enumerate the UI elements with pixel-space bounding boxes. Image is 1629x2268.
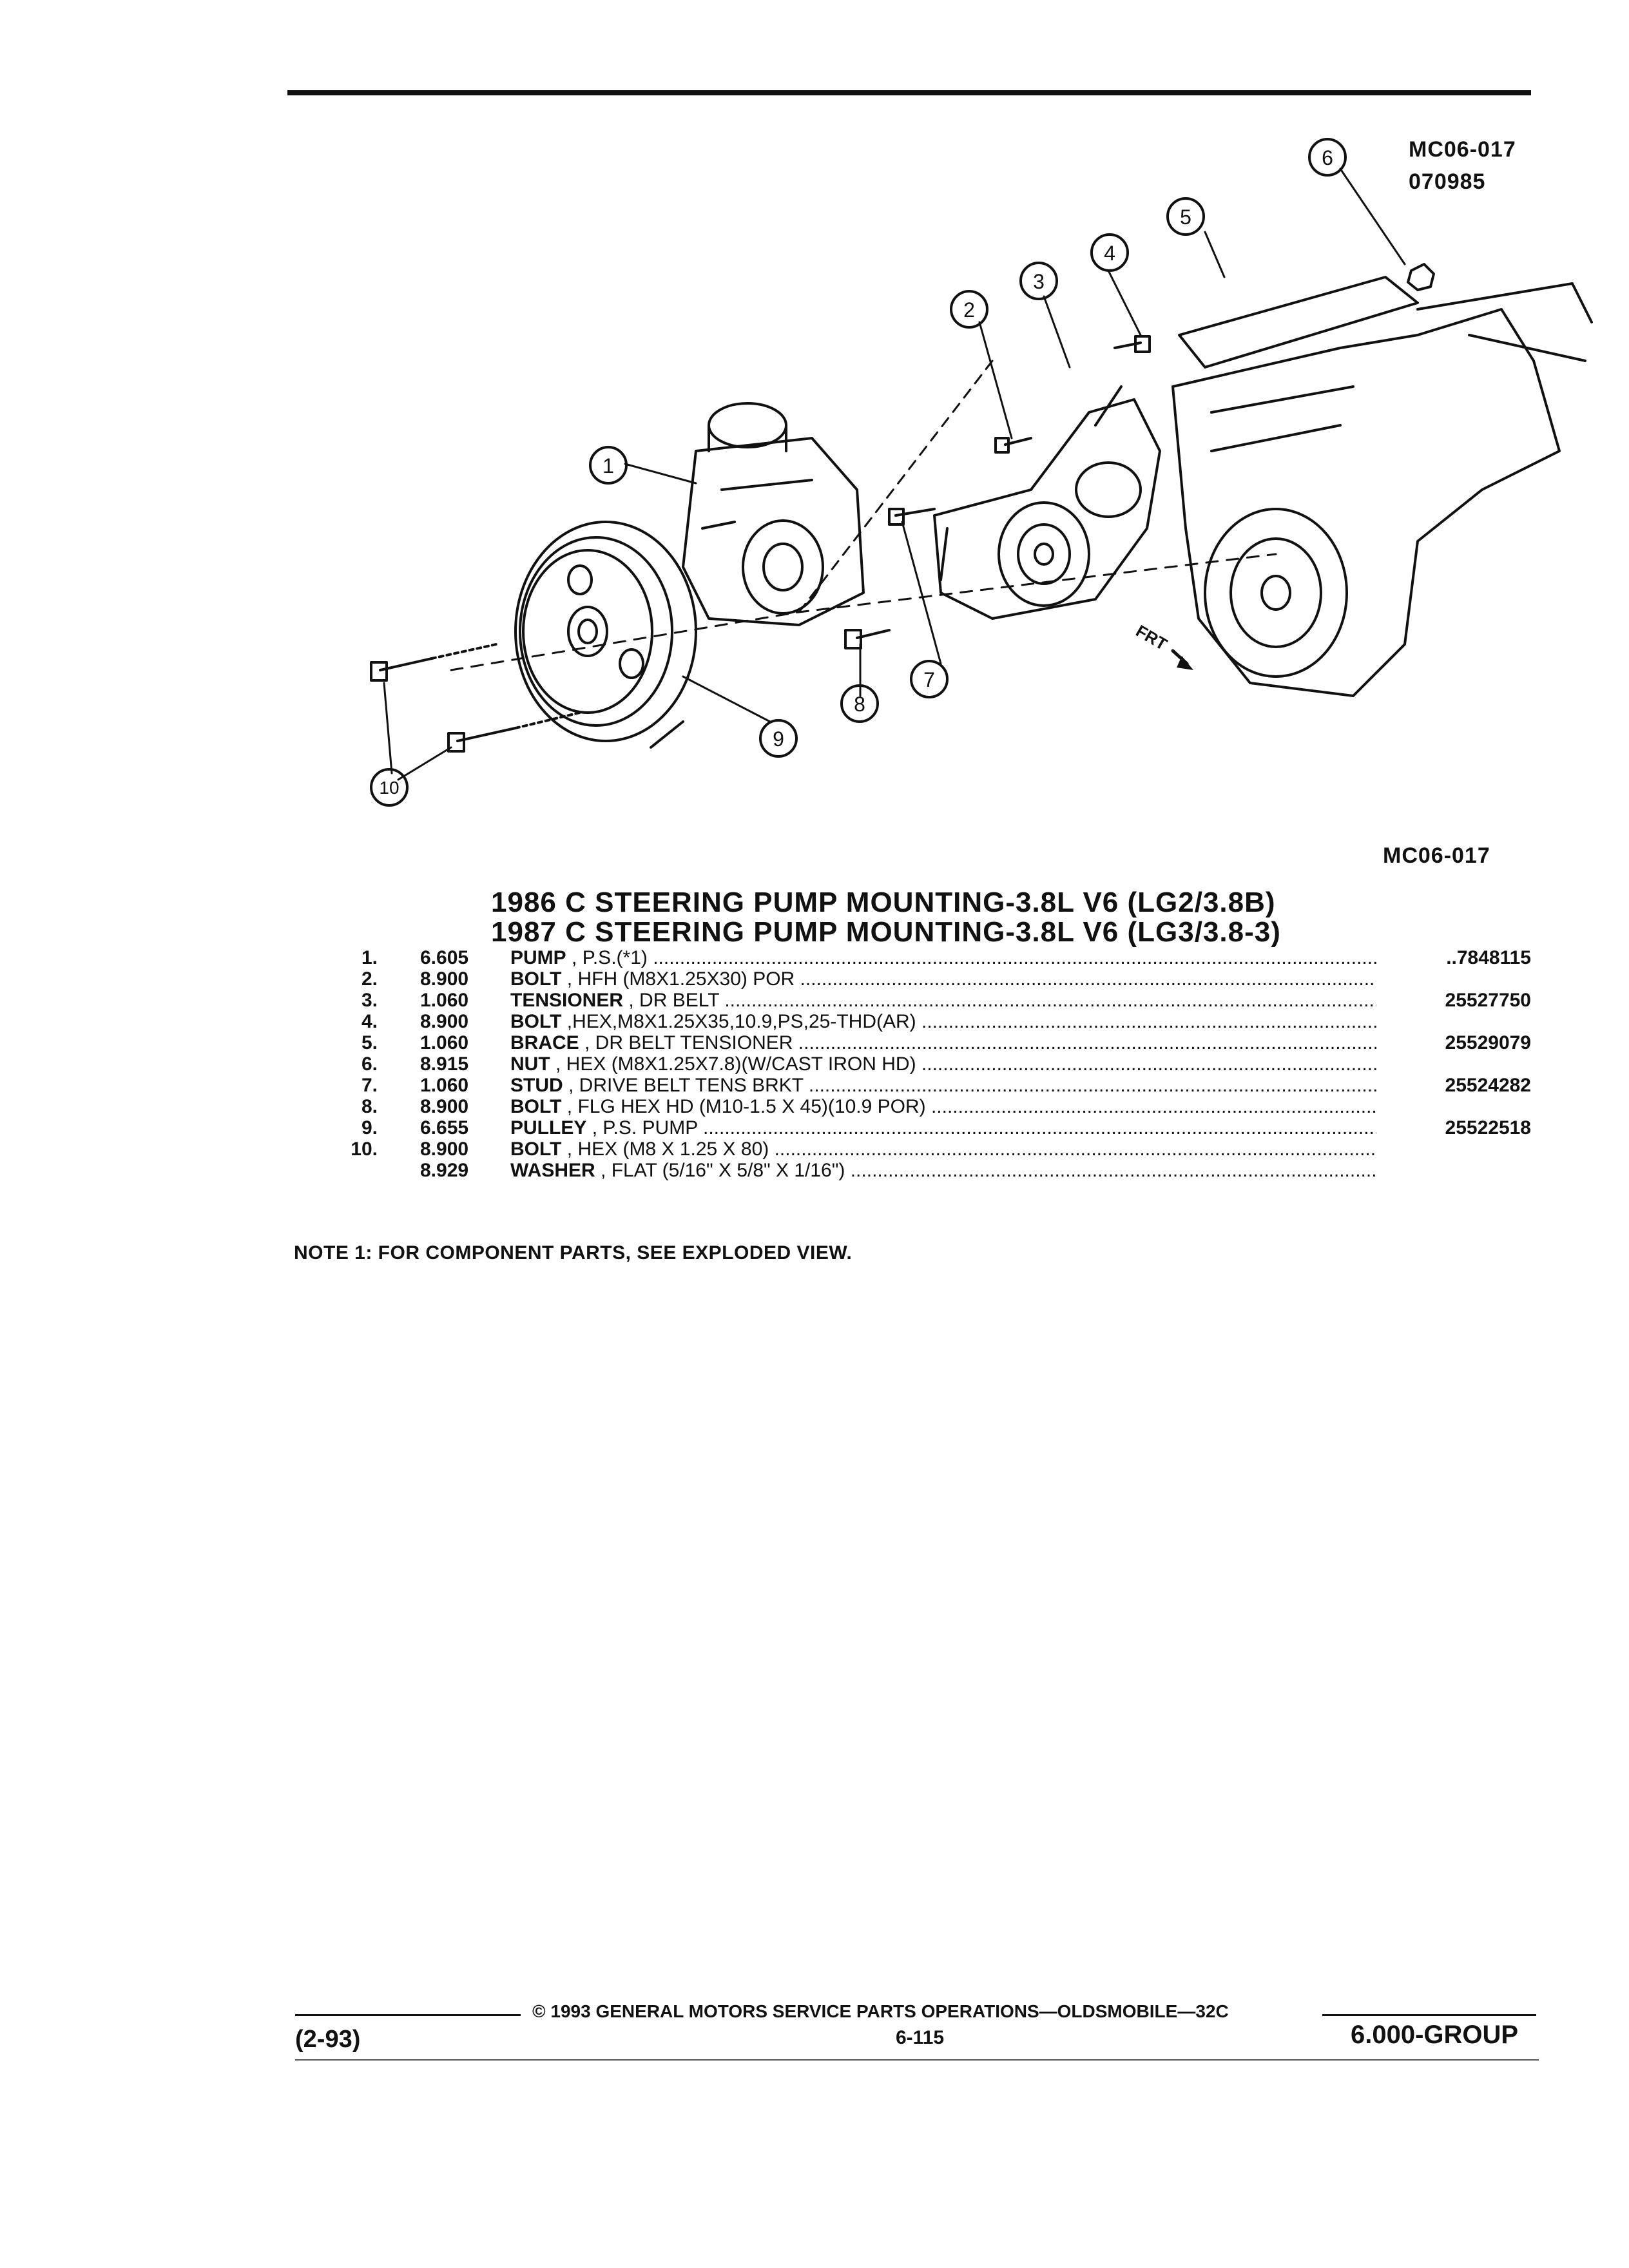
tensioner-brace bbox=[1179, 277, 1418, 367]
footnote: NOTE 1: FOR COMPONENT PARTS, SEE EXPLODED VIEW. bbox=[294, 1242, 853, 1264]
figure-code: MC06-017 bbox=[1409, 137, 1516, 162]
callout-3 bbox=[1021, 263, 1057, 299]
svg-text:4: 4 bbox=[1104, 242, 1115, 265]
footer-rule-right bbox=[1322, 2014, 1536, 2016]
title-line-1987: 1987 C STEERING PUMP MOUNTING-3.8L V6 (LG3/3.8-3) bbox=[491, 916, 1281, 948]
part-row: 8. 8.900 BOLT , FLG HEX HD (M10-1.5 X 45)(10.9 POR) ..... bbox=[281, 1096, 1531, 1117]
callout-10 bbox=[371, 769, 407, 805]
svg-text:6: 6 bbox=[1322, 146, 1333, 169]
part-row: 9. 6.655 PULLEY , P.S. PUMP ..... 25522518 bbox=[281, 1117, 1531, 1139]
part-row: 4. 8.900 BOLT ,HEX,M8X1.25X35,10.9,PS,25-THD(AR) ..... bbox=[281, 1011, 1531, 1032]
callout-1 bbox=[590, 447, 626, 483]
footer-rule-left bbox=[295, 2014, 521, 2016]
svg-text:1: 1 bbox=[602, 454, 614, 477]
part-row: 1. 6.605 PUMP , P.S.(*1) ..... ..7848115 bbox=[281, 947, 1531, 968]
svg-text:8: 8 bbox=[854, 693, 865, 716]
svg-text:7: 7 bbox=[923, 668, 935, 691]
page-number: 6-115 bbox=[896, 2027, 945, 2048]
svg-text:3: 3 bbox=[1033, 270, 1045, 293]
callout-5 bbox=[1168, 198, 1204, 235]
stud bbox=[889, 509, 934, 524]
callout-9 bbox=[760, 720, 796, 756]
svg-text:5: 5 bbox=[1180, 206, 1191, 229]
power-steering-pump bbox=[683, 403, 863, 625]
page-title bbox=[491, 888, 1281, 947]
water-pump bbox=[1205, 509, 1347, 677]
front-direction-arrow bbox=[1173, 651, 1193, 670]
svg-text:10: 10 bbox=[379, 778, 400, 798]
hex-bolt-tensioner bbox=[1115, 336, 1150, 352]
bottom-rule bbox=[295, 2059, 1539, 2061]
pump-bolt-lower bbox=[448, 713, 580, 751]
flange-bolt bbox=[845, 630, 889, 648]
exploded-view-diagram bbox=[0, 0, 1629, 838]
figure-date: 070985 bbox=[1409, 169, 1486, 194]
part-row: 2. 8.900 BOLT , HFH (M8X1.25X30) POR ..... bbox=[281, 968, 1531, 990]
drive-belt-tensioner bbox=[934, 387, 1160, 619]
hfh-bolt bbox=[996, 438, 1031, 452]
part-row: 3. 1.060 TENSIONER , DR BELT ..... 25527750 bbox=[281, 990, 1531, 1011]
callout-leaders bbox=[384, 169, 1405, 780]
svg-text:9: 9 bbox=[773, 727, 784, 751]
svg-text:2: 2 bbox=[963, 298, 975, 322]
part-row: 6. 8.915 NUT , HEX (M8X1.25X7.8)(W/CAST IRON HD) ..... bbox=[281, 1053, 1531, 1075]
title-line-1986: 1986 C STEERING PUMP MOUNTING-3.8L V6 (LG2/3.8B) bbox=[491, 887, 1276, 918]
hex-nut bbox=[1408, 264, 1434, 290]
parts-list bbox=[281, 947, 1531, 1181]
callout-4 bbox=[1092, 235, 1128, 271]
part-row: 7. 1.060 STUD , DRIVE BELT TENS BRKT ..... 25524282 bbox=[281, 1075, 1531, 1096]
group-number: 6.000-GROUP bbox=[1351, 2021, 1519, 2049]
copyright-line: © 1993 GENERAL MOTORS SERVICE PARTS OPERATIONS—OLDSMOBILE—32C bbox=[532, 2001, 1229, 2021]
callout-7 bbox=[911, 661, 947, 697]
engine-block bbox=[1173, 284, 1592, 696]
figure-caption: MC06-017 bbox=[1383, 843, 1490, 868]
callout-6 bbox=[1309, 139, 1345, 175]
part-row: 10. 8.900 BOLT , HEX (M8 X 1.25 X 80) ..... bbox=[281, 1139, 1531, 1160]
pump-bolt-upper bbox=[371, 644, 496, 680]
ps-pump-pulley bbox=[516, 522, 696, 747]
revision-date: (2-93) bbox=[295, 2026, 361, 2053]
callout-2 bbox=[951, 291, 987, 327]
frt-label: FRT bbox=[1132, 620, 1171, 655]
bolt-axis-line bbox=[799, 361, 992, 612]
part-row: 5. 1.060 BRACE , DR BELT TENSIONER ..... 25529079 bbox=[281, 1032, 1531, 1053]
part-row: 8.929 WASHER , FLAT (5/16" X 5/8" X 1/16") ..... bbox=[281, 1160, 1531, 1181]
